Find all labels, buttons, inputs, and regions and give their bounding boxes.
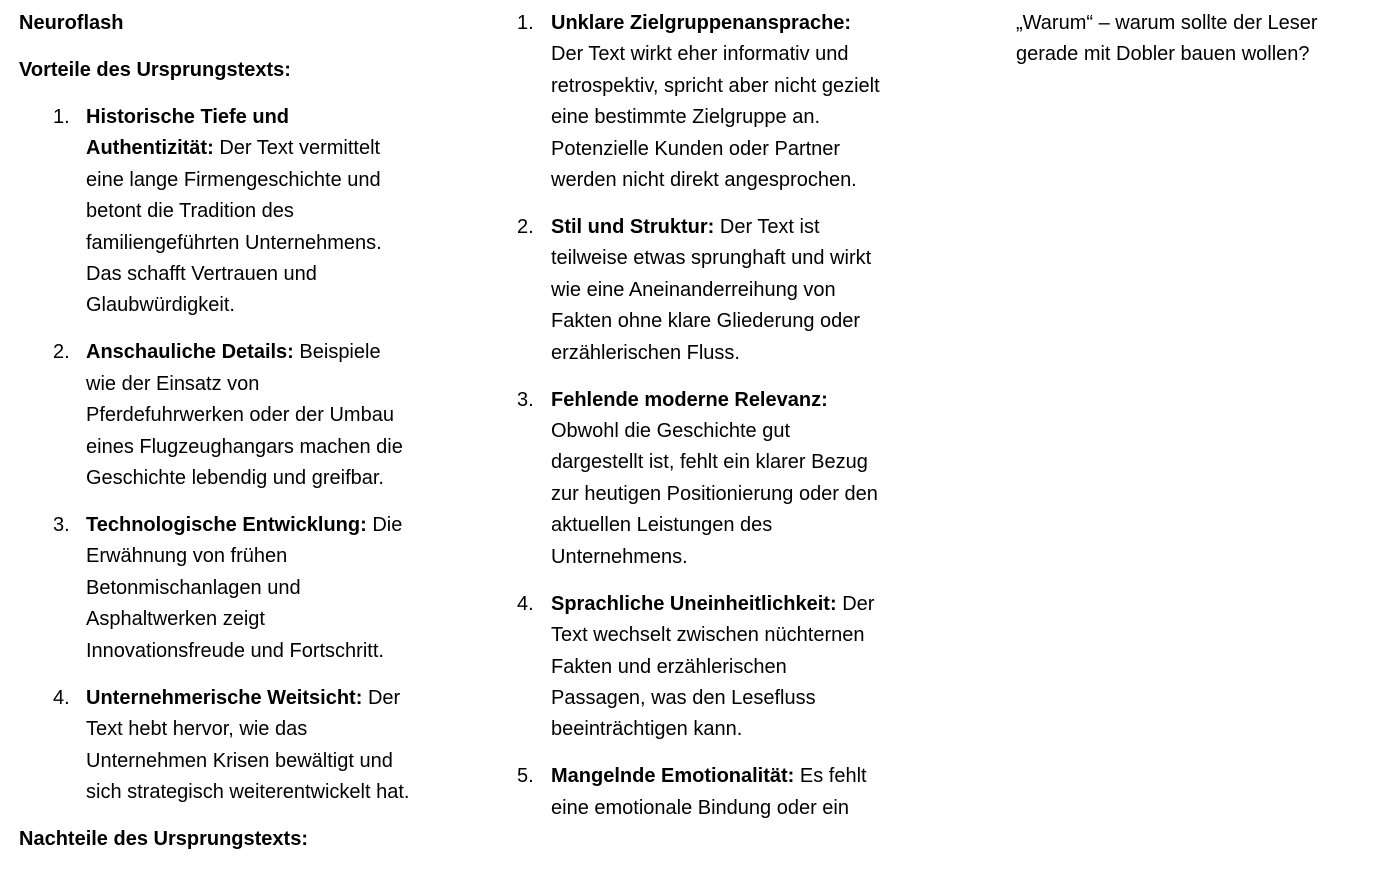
list-item — [517, 385, 887, 573]
list-item — [19, 102, 382, 322]
list-item — [19, 510, 403, 667]
list-item-text: Der Text wirkt eher informativ und retrospektiv, spricht aber nicht gezielt eine bestimmte Zielgruppe an. Potenzielle Kunden oder Partner werden nicht direkt angesprochen. — [551, 43, 880, 192]
list-item-term: Stil und Struktur: — [551, 216, 715, 239]
list-number: 1. — [53, 106, 70, 128]
list-number: 1. — [517, 12, 534, 34]
disadvantages-list — [517, 8, 887, 824]
list-item-body — [86, 337, 416, 494]
list-item-text: Die Erwähnung von frühen Betonmischanlagen und Asphaltwerken zeigt Innovationsfreude und Fortschritt. — [86, 514, 403, 662]
advantages-heading: Vorteile des Ursprungstexts: — [19, 59, 291, 81]
list-item-text: Obwohl die Geschichte gut dargestellt ist, fehlt ein klarer Bezug zur heutigen Positionierung oder den aktuellen Leistungen des Unternehmens. — [551, 420, 878, 568]
list-item-term: Sprachliche Uneinheitlichkeit: — [551, 592, 837, 615]
continuation-paragraph: „Warum“ – warum sollte der Leser gerade mit Dobler bauen wollen? — [1016, 12, 1318, 66]
list-item-text: Der Text wechselt zwischen nüchternen Fakten und erzählerischen Passagen, was den Lesefluss beeinträchtigen kann. — [551, 592, 875, 741]
list-number: 3. — [53, 514, 70, 537]
list-number: 2. — [517, 216, 534, 239]
list-item — [517, 212, 887, 369]
list-item-body — [86, 510, 416, 667]
list-item-term: Technologische Entwicklung: — [86, 514, 367, 537]
list-item — [517, 589, 887, 746]
list-item-body — [86, 102, 416, 322]
list-item-term: Unklare Zielgruppenansprache: — [551, 12, 852, 34]
list-item-term: Historische Tiefe und Authentizität: — [86, 106, 290, 160]
list-item-term: Fehlende moderne Relevanz: — [551, 388, 828, 411]
list-item-body — [551, 385, 886, 573]
list-item-text: Der Text ist teilweise etwas sprunghaft und wirkt wie eine Aneinanderreihung von Fakten ohne klare Gliederung oder erzählerischen Fluss. — [551, 216, 872, 364]
disadvantages-heading: Nachteile des Ursprungstexts: — [19, 827, 308, 850]
list-item-body — [551, 589, 886, 746]
list-number: 2. — [53, 341, 70, 364]
list-number: 4. — [517, 592, 534, 615]
list-item-text: Beispiele wie der Einsatz von Pferdefuhrwerken oder der Umbau eines Flugzeughangars machen die Geschichte lebendig und greifbar. — [86, 341, 403, 490]
list-number: 4. — [53, 686, 70, 709]
advantages-list — [19, 102, 410, 808]
list-item-text: Der Text vermittelt eine lange Firmengeschichte und betont die Tradition des familiengeführten Unternehmens. Das schafft Vertrauen und Glaubwürdigkeit. — [86, 137, 382, 317]
list-item-term: Mangelnde Emotionalität: — [551, 765, 795, 788]
list-number: 5. — [517, 765, 534, 788]
list-item-term: Unternehmerische Weitsicht: — [86, 686, 363, 709]
column-right — [1016, 8, 1356, 71]
list-item-body — [551, 761, 886, 824]
column-middle — [517, 8, 887, 840]
list-item-body — [551, 8, 886, 196]
document-title: Neuroflash — [19, 12, 124, 34]
list-item — [19, 337, 403, 494]
list-item-body — [551, 212, 886, 369]
list-item-body — [86, 683, 416, 809]
list-item-text: Der Text hebt hervor, wie das Unternehmen Krisen bewältigt und sich strategisch weiterentwickelt hat. — [86, 686, 410, 803]
column-left — [19, 8, 419, 871]
list-item-text: Es fehlt eine emotionale Bindung oder ein — [551, 765, 867, 819]
list-number: 3. — [517, 388, 534, 411]
list-item — [517, 8, 887, 196]
list-item — [19, 683, 410, 809]
list-item — [517, 761, 887, 824]
list-item-term: Anschauliche Details: — [86, 341, 294, 364]
